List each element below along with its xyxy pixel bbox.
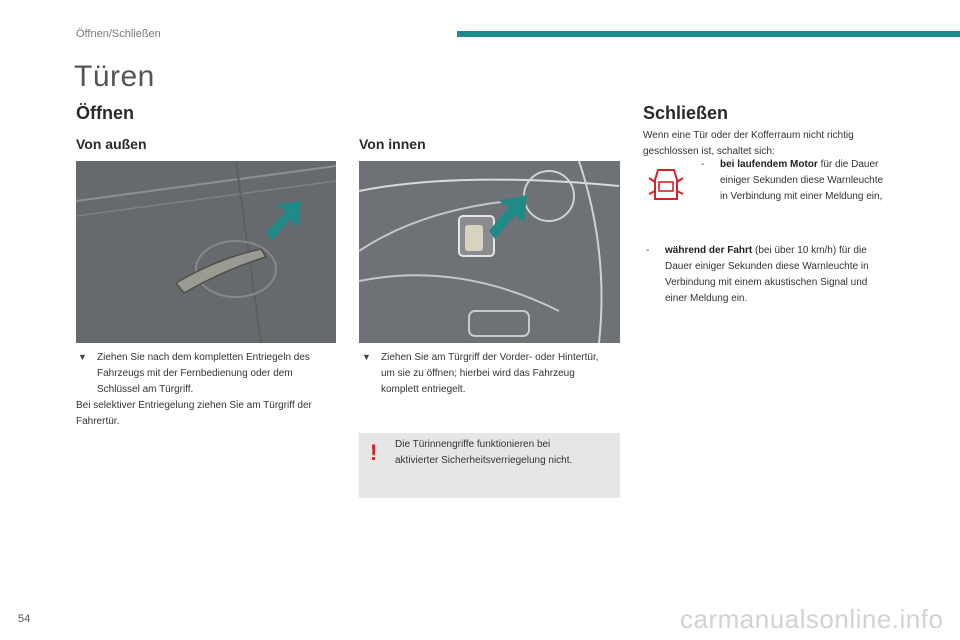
inside-instruction xyxy=(381,350,621,398)
inside-instruction-line-1: Ziehen Sie am Türgriff der Vorder- oder Hintertür, xyxy=(381,352,599,363)
heading-close: Schließen xyxy=(643,103,729,123)
outside-door-handle-image xyxy=(76,161,336,343)
item2-line-2: Dauer einiger Sekunden diese Warnleuchte in xyxy=(665,261,869,272)
bullet-arrow-icon: ▼ xyxy=(362,352,371,362)
warning-line-1: Die Türinnengriffe funktionieren bei xyxy=(395,439,551,450)
selective-unlock-line-1: Bei selektiver Entriegelung ziehen Sie am Türgriff der xyxy=(76,400,312,411)
page-title: Türen xyxy=(74,60,155,93)
header-section-title: Öffnen/Schließen xyxy=(76,28,161,40)
warning-text xyxy=(395,437,615,469)
outside-instruction-line-2: Fahrzeugs mit der Fernbedienung oder dem xyxy=(97,368,293,379)
item2-bold: während der Fahrt xyxy=(665,245,753,256)
item1-line-3: in Verbindung mit einer Meldung ein, xyxy=(720,191,883,202)
close-intro xyxy=(643,128,903,160)
heading-open: Öffnen xyxy=(76,103,134,123)
page-number: 54 xyxy=(18,613,31,625)
item2-line-1 xyxy=(665,243,905,259)
door-open-warning-icon xyxy=(648,166,684,204)
outside-instruction xyxy=(97,350,337,398)
inside-door-handle-image xyxy=(359,161,620,343)
item2-rest: (bei über 10 km/h) für die xyxy=(755,245,867,256)
heading-from-outside: Von außen xyxy=(76,136,147,152)
heading-from-inside: Von innen xyxy=(359,136,426,152)
inside-instruction-line-3: komplett entriegelt. xyxy=(381,384,466,395)
item1-line-1 xyxy=(720,157,910,173)
item1-dash: - xyxy=(701,159,705,170)
item1-bold: bei laufendem Motor xyxy=(720,159,818,170)
close-intro-line-1: Wenn eine Tür oder der Kofferraum nicht richtig xyxy=(643,130,854,141)
item1-line-2: einiger Sekunden diese Warnleuchte xyxy=(720,175,884,186)
header-accent-bar xyxy=(457,31,960,37)
item1-text xyxy=(720,157,910,205)
item2-line-4: einer Meldung ein. xyxy=(665,293,748,304)
selective-unlock-paragraph xyxy=(76,398,338,430)
item2-dash: - xyxy=(646,245,650,256)
item2-line-3: Verbindung mit einem akustischen Signal und xyxy=(665,277,868,288)
outside-instruction-line-3: Schlüssel am Türgriff. xyxy=(97,384,194,395)
outside-instruction-line-1: Ziehen Sie nach dem kompletten Entriegeln des xyxy=(97,352,310,363)
item2-text xyxy=(665,243,905,307)
warning-exclamation-icon: ! xyxy=(370,440,378,465)
item1-rest: für die Dauer xyxy=(820,159,879,170)
bullet-arrow-icon: ▼ xyxy=(78,352,87,362)
selective-unlock-line-2: Fahrertür. xyxy=(76,416,120,427)
watermark: carmanualsonline.info xyxy=(680,604,944,634)
warning-line-2: aktivierter Sicherheitsverriegelung nicht. xyxy=(395,455,573,466)
inside-instruction-line-2: um sie zu öffnen; hierbei wird das Fahrzeug xyxy=(381,368,575,379)
close-intro-line-2: geschlossen ist, schaltet sich: xyxy=(643,146,775,157)
